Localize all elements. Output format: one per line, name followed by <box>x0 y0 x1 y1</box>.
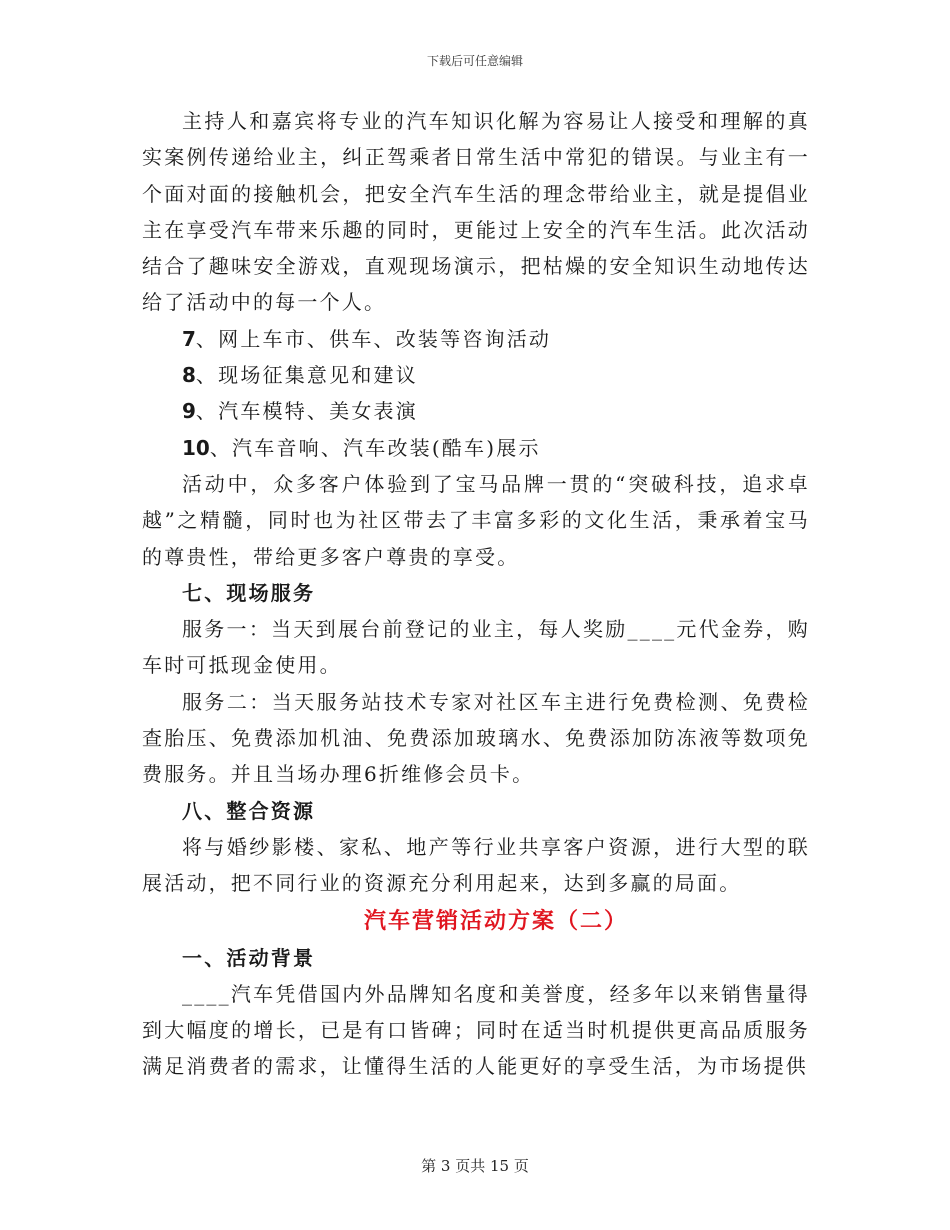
list-item <box>142 321 810 357</box>
document-body <box>142 103 810 1085</box>
list-item-text: 、汽车音响、汽车改装(酷车)展示 <box>209 435 541 460</box>
list-item-number: 8 <box>182 363 196 388</box>
section-heading-onsite-service: 七、现场服务 <box>182 580 316 605</box>
paragraph-intro: 主持人和嘉宾将专业的汽车知识化解为容易让人接受和理解的真实案例传递给业主，纠正驾乘者日常生活中常犯的错误。与业主有一个面对面的接触机会，把安全汽车生活的理念带给业主，就是提倡业主在享受汽车带来乐趣的同时，更能过上安全的汽车生活。此次活动结合了趣味安全游戏，直观现场演示，把枯燥的安全知识生动地传达给了活动中的每一个人。 <box>142 109 810 315</box>
paragraph-resources: 将与婚纱影楼、家私、地产等行业共享客户资源，进行大型的联展活动，把不同行业的资源充分利用起来，达到多赢的局面。 <box>142 834 810 896</box>
paragraph-bmw: 活动中，众多客户体验到了宝马品牌一贯的“突破科技，追求卓越”之精髓，同时也为社区带去了丰富多彩的文化生活，秉承着宝马的尊贵性，带给更多客户尊贵的享受。 <box>142 471 810 569</box>
list-item <box>142 430 810 466</box>
list-item-text: 、网上车市、供车、改装等咨询活动 <box>195 326 552 351</box>
paragraph-service-two: 服务二：当天服务站技术专家对社区车主进行免费检测、免费检查胎压、免费添加机油、免费添加玻璃水、免费添加防冻液等数项免费服务。并且当场办理6折维修会员卡。 <box>142 689 810 787</box>
section-heading-background: 一、活动背景 <box>182 945 316 970</box>
list-item-number: 7 <box>182 326 196 351</box>
list-item-text: 、现场征集意见和建议 <box>195 363 418 388</box>
page-footer: 第 3 页共 15 页 <box>421 1157 529 1175</box>
list-item <box>142 393 810 429</box>
list-item-number: 9 <box>182 399 196 424</box>
paragraph-background: ____汽车凭借国内外品牌知名度和美誉度，经多年以来销售量得到大幅度的增长，已是有口皆碑；同时在适当时机提供更高品质服务满足消费者的需求，让懂得生活的人能更好的享受生活，为市场提供 <box>142 981 810 1079</box>
page-header: 下载后可任意编辑 <box>426 54 523 68</box>
paragraph-service-one: 服务一：当天到展台前登记的业主，每人奖励____元代金券，购车时可抵现金使用。 <box>142 617 810 678</box>
list-item-number: 10 <box>182 435 210 460</box>
list-item <box>142 357 810 393</box>
document-title: 汽车营销活动方案（二） <box>363 907 628 934</box>
section-heading-integrate-resources: 八、整合资源 <box>182 798 316 823</box>
list-item-text: 、汽车模特、美女表演 <box>195 399 418 424</box>
